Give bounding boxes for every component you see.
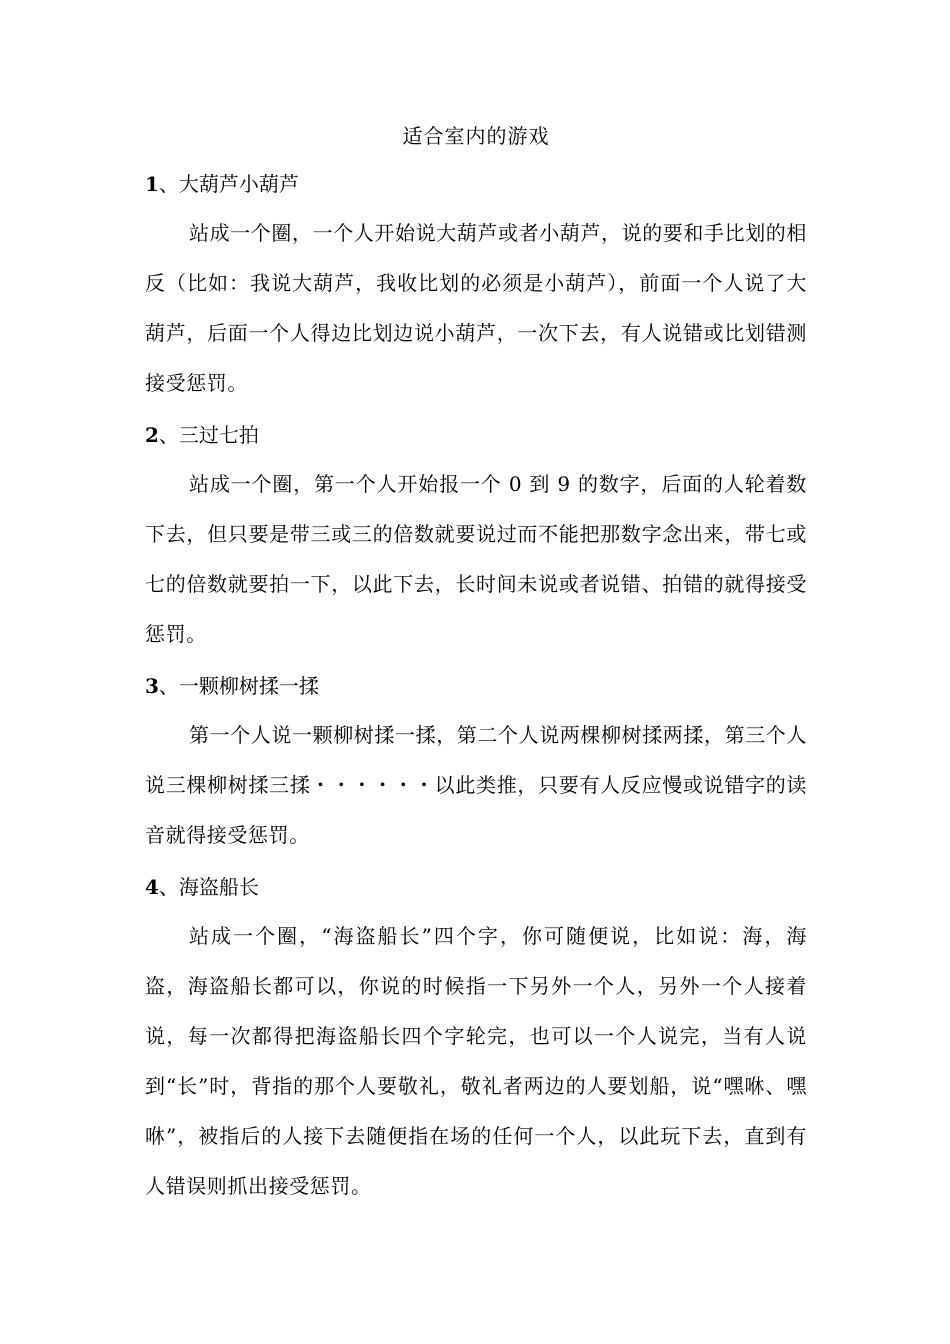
section-1 (145, 160, 807, 408)
section-2 (145, 411, 807, 659)
section-number: 1 (145, 172, 159, 196)
section-number: 3 (145, 674, 159, 698)
document-title: 适合室内的游戏 (402, 124, 550, 148)
section-body: 站成一个圈，“海盗船长”四个字，你可随便说，比如说：海，海盗，海盗船长都可以，你说的时候指一下另外一个人，另外一个人接着说，每一次都得把海盗船长四个字轮完，也可以一个人说完，当有人说到“长”时，背指的那个人要敬礼，敬礼者两边的人要划船，说“嘿咻、嘿咻”，被指后的人接下去随便指在场的任何一个人，以此玩下去，直到有人错误则抓出接受惩罚。 (145, 924, 807, 1198)
section-heading (145, 662, 807, 710)
section-3 (145, 662, 807, 860)
section-separator: 、 (158, 674, 179, 698)
section-heading (145, 411, 807, 459)
section-body: 第一个人说一颗柳树揉一揉，第二个人说两棵柳树揉两揉，第三个人说三棵柳树揉三揉・・・・・・以此类推，只要有人反应慢或说错字的读音就得接受惩罚。 (145, 723, 807, 847)
section-heading (145, 863, 807, 911)
section-separator: 、 (158, 423, 179, 447)
section-title: 大葫芦小葫芦 (178, 172, 299, 196)
section-title: 一颗柳树揉一揉 (178, 674, 319, 698)
section-separator: 、 (158, 172, 179, 196)
section-body: 站成一个圈，一个人开始说大葫芦或者小葫芦，说的要和手比划的相反（比如：我说大葫芦，我收比划的必须是小葫芦），前面一个人说了大葫芦，后面一个人得边比划边说小葫芦，一次下去，有人说错或比划错测接受惩罚。 (145, 221, 807, 395)
section-number: 4 (145, 875, 159, 899)
section-title: 三过七拍 (178, 423, 259, 447)
section-title: 海盗船长 (178, 875, 259, 899)
section-heading (145, 160, 807, 208)
section-body: 站成一个圈，第一个人开始报一个 0 到 9 的数字，后面的人轮着数下去，但只要是带三或三的倍数就要说过而不能把那数字念出来，带七或七的倍数就要拍一下，以此下去，长时间未说或者说错、拍错的就得接受惩罚。 (145, 472, 807, 646)
document-page (145, 112, 807, 1214)
section-4 (145, 863, 807, 1211)
section-separator: 、 (158, 875, 179, 899)
section-number: 2 (145, 423, 159, 447)
